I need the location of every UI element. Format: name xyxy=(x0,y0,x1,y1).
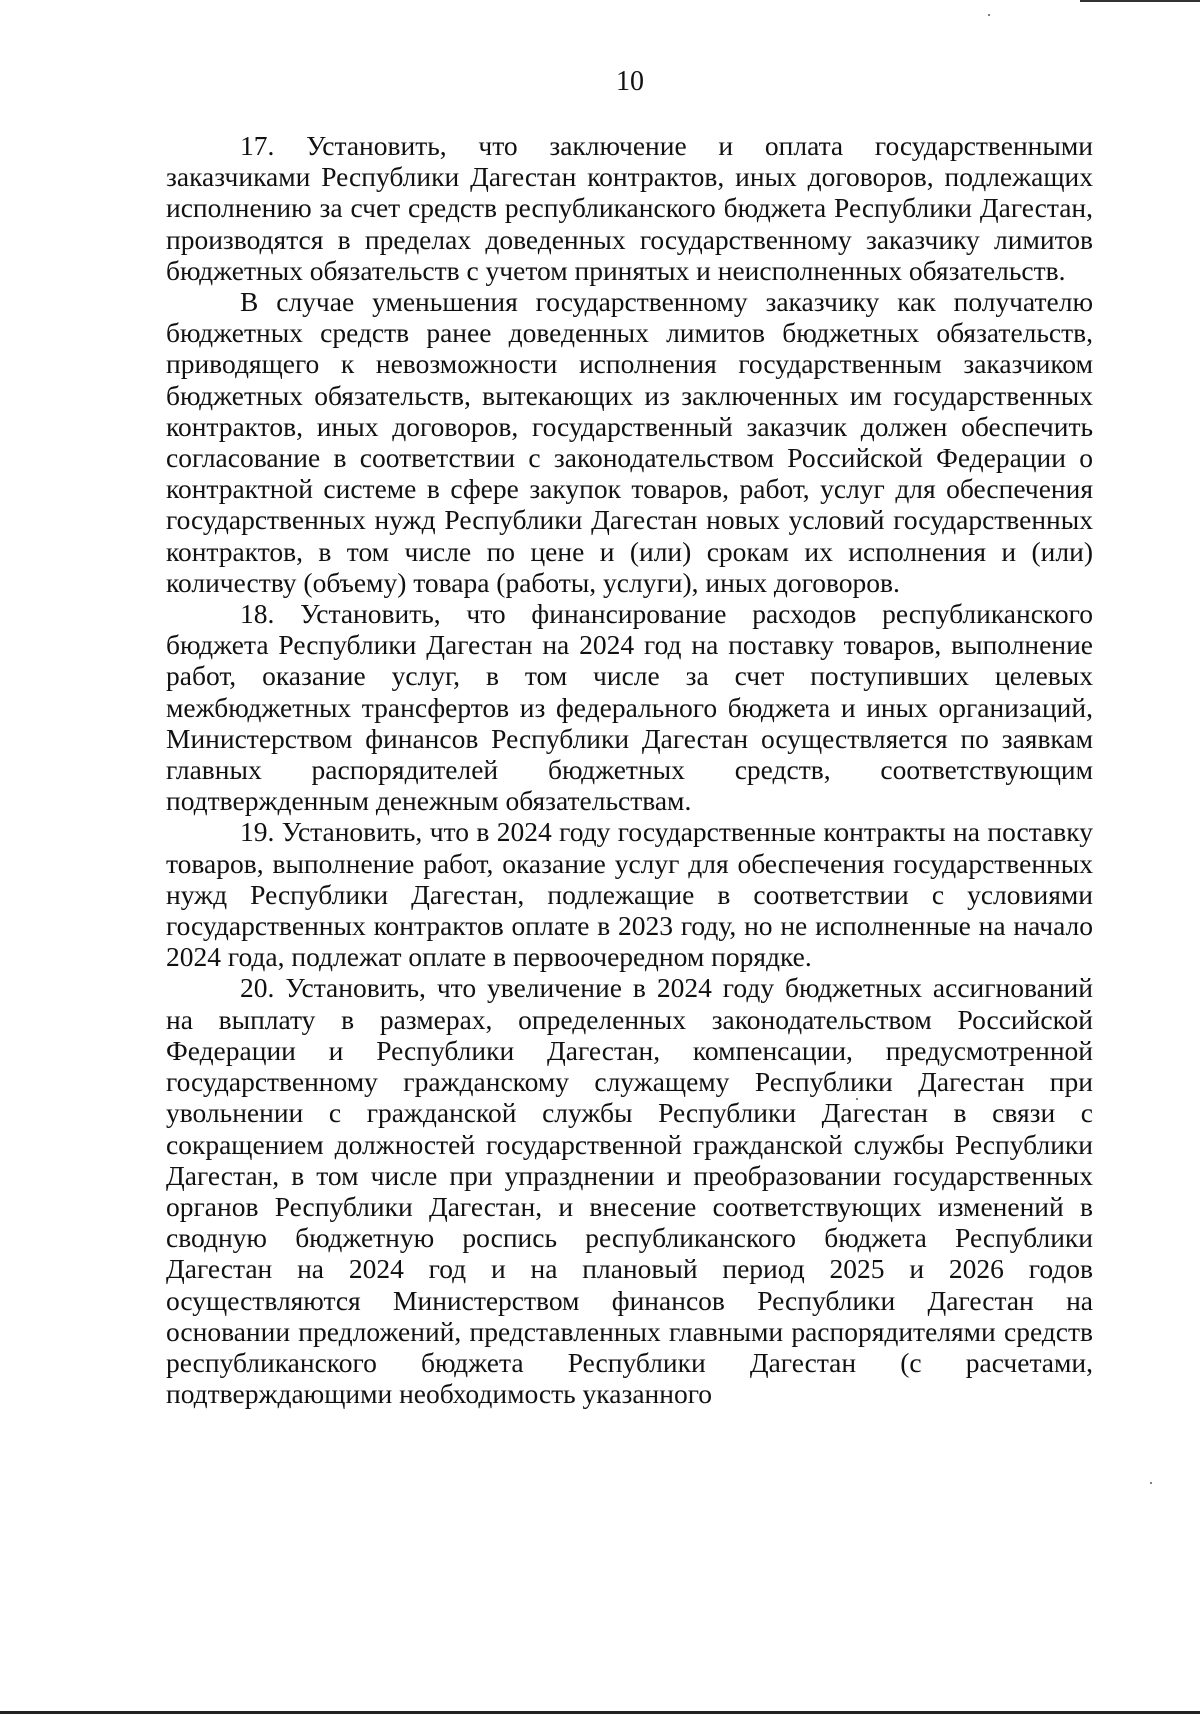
document-body xyxy=(166,130,1093,1409)
scan-line-bottom xyxy=(0,1711,1200,1714)
page-number: 10 xyxy=(616,66,644,97)
paragraph-17-continuation: В случае уменьшения государственному заказчику как получателю бюджетных средств ранее доведенных лимитов бюджетных обязательств, приводящего к невозможности исполнения государственным заказчиком бюджетных обязательств, вытекающих из заключенных им государственных контрактов, иных договоров, государственный заказчик должен обеспечить согласование в соответствии с законодательством Российской Федерации о контрактной системе в сфере закупок товаров, работ, услуг для обеспечения государственных нужд Республики Дагестан новых условий государственных контрактов, в том числе по цене и (или) срокам их исполнения и (или) количеству (объему) товара (работы, услуги), иных договоров. xyxy=(166,286,1093,598)
scan-line-top xyxy=(1080,0,1200,2)
paragraph-20: 20. Установить, что увеличение в 2024 году бюджетных ассигнований на выплату в размерах, определенных законодательством Российской Федерации и Республики Дагестан, компенсации, предусмотренной государственному гражданскому служащему Республики Дагестан при увольнении с гражданской службы Республики Дагестан в связи с сокращением должностей государственной гражданской службы Республики Дагестан, в том числе при упразднении и преобразовании государственных органов Республики Дагестан, и внесение соответствующих изменений в сводную бюджетную роспись республиканского бюджета Республики Дагестан на 2024 год и на плановый период 2025 и 2026 годов осуществляются Министерством финансов Республики Дагестан на основании предложений, представленных главными распорядителями средств республиканского бюджета Республики Дагестан (с расчетами, подтверждающими необходимость указанного xyxy=(166,972,1093,1410)
paragraph-19: 19. Установить, что в 2024 году государственные контракты на поставку товаров, выполнение работ, оказание услуг для обеспечения государственных нужд Республики Дагестан, подлежащие в соответствии с условиями государственных контрактов оплате в 2023 году, но не исполненные на начало 2024 года, подлежат оплате в первоочередном порядке. xyxy=(166,816,1093,973)
paragraph-18: 18. Установить, что финансирование расходов республиканского бюджета Республики Дагестан на 2024 год на поставку товаров, выполнение работ, оказание услуг, в том числе за счет поступивших целевых межбюджетных трансфертов из федерального бюджета и иных организаций, Министерством финансов Республики Дагестан осуществляется по заявкам главных распорядителей бюджетных средств, соответствующим подтвержденным денежным обязательствам. xyxy=(166,598,1093,817)
paragraph-17: 17. Установить, что заключение и оплата государственными заказчиками Республики Дагестан контрактов, иных договоров, подлежащих исполнению за счет средств республиканского бюджета Республики Дагестан, производятся в пределах доведенных государственному заказчику лимитов бюджетных обязательств с учетом принятых и неисполненных обязательств. xyxy=(166,130,1093,286)
scan-speck xyxy=(1150,1482,1152,1484)
scan-speck xyxy=(988,14,990,16)
